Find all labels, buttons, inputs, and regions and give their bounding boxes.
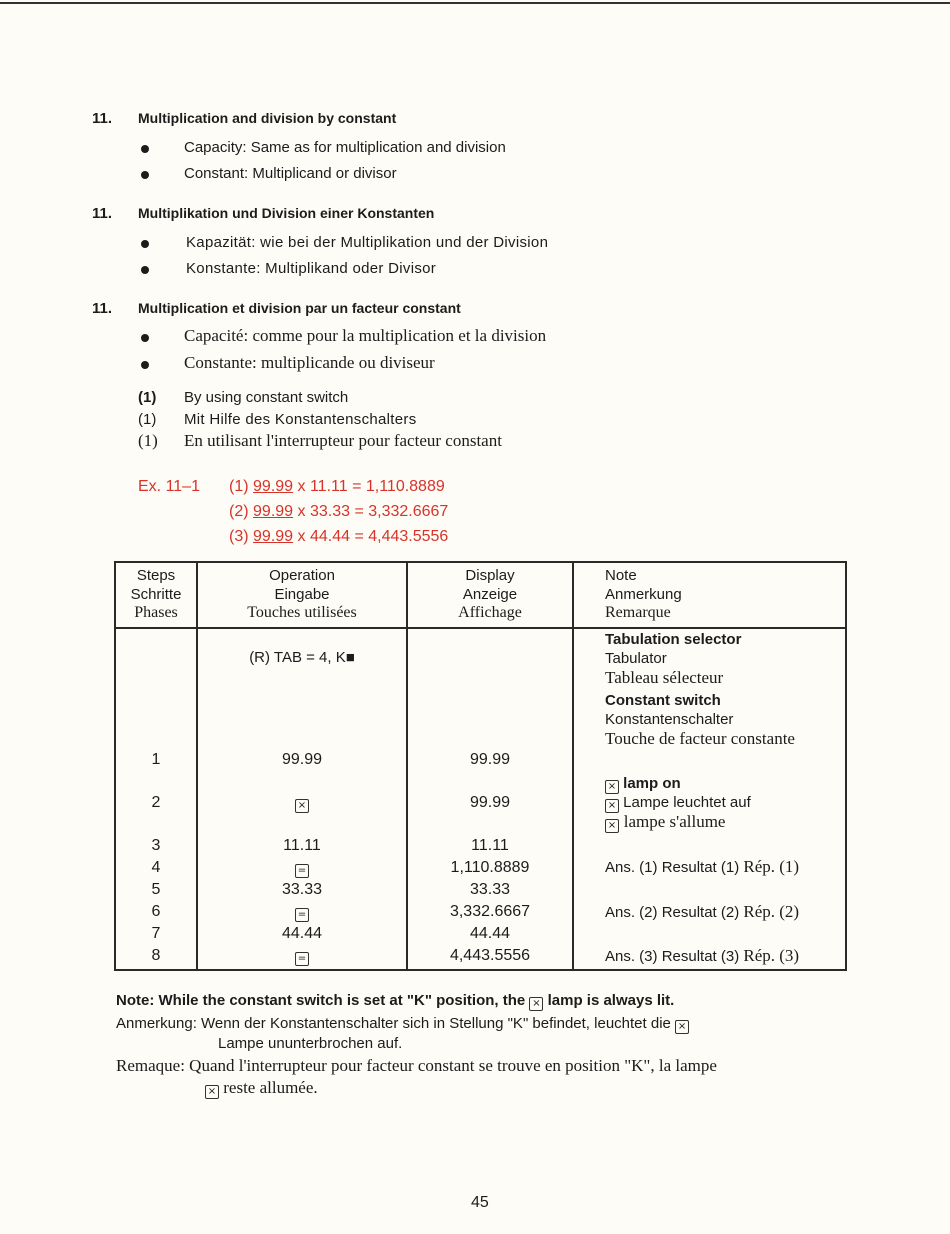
operation-key	[198, 859, 406, 878]
example-constant: 99.99	[253, 478, 294, 495]
answer-fr: Rép. (2)	[743, 902, 800, 921]
mode-setting: (R) TAB = 4, K■	[249, 649, 355, 666]
bullet-icon	[141, 240, 149, 248]
method-de: Mit Hilfe des Konstantenschalters	[184, 411, 417, 428]
display-value: 99.99	[469, 794, 511, 811]
step-number: 3	[151, 837, 161, 854]
multiply-key-icon: ×	[605, 799, 619, 813]
header-text: Steps	[136, 567, 176, 584]
example-constant: 99.99	[253, 503, 294, 520]
answer-fr: Rép. (1)	[743, 857, 800, 876]
display-value: 44.44	[469, 925, 511, 942]
multiply-key-icon: ×	[205, 1085, 219, 1099]
example-equation: x 44.44 = 4,443.5556	[297, 528, 449, 545]
operation-table	[114, 561, 847, 971]
section-title-de: Multiplikation und Division einer Konstanten	[138, 205, 435, 221]
bullet-text: Constante: multiplicande ou diviseur	[184, 353, 435, 372]
example-label: Ex. 11–1	[138, 478, 200, 495]
page-number: 45	[471, 1194, 489, 1211]
example-number: (1)	[229, 478, 249, 495]
method-number: (1)	[138, 389, 157, 406]
note-fr: Remaque: Quand l'interrupteur pour facteur constant se trouve en position "K", la lampe	[116, 1056, 717, 1075]
note-de-text: Anmerkung: Wenn der Konstantenschalter sich in Stellung "K" befindet, leuchtet die	[116, 1015, 671, 1032]
equals-key-icon: =	[295, 864, 309, 878]
multiply-key-icon: ×	[675, 1020, 689, 1034]
bullet-text: Konstante: Multiplikand oder Divisor	[186, 260, 437, 277]
bullet-icon	[141, 266, 149, 274]
bullet-text: Constant: Multiplicand or divisor	[184, 165, 397, 182]
display-value: 99.99	[469, 751, 511, 768]
multiply-key-icon: ×	[529, 997, 543, 1011]
method-fr: En utilisant l'interrupteur pour facteur constant	[184, 431, 502, 450]
equals-key-icon: =	[295, 908, 309, 922]
note-tabulation: Tabulation selector	[605, 631, 742, 648]
note-fr-cont	[205, 1078, 318, 1099]
step-number: 5	[151, 881, 161, 898]
table-body-row	[115, 628, 846, 970]
answer-de: Resultat (2)	[661, 904, 740, 921]
answer-en: Ans. (1)	[605, 859, 658, 876]
display-value: 11.11	[471, 837, 509, 854]
step-number: 7	[151, 925, 161, 942]
bullet-icon	[141, 334, 149, 342]
header-steps	[115, 562, 197, 628]
bullet-text: Kapazität: wie bei der Multiplikation und der Division	[186, 234, 549, 251]
section-title-en: Multiplication and division by constant	[138, 110, 397, 126]
answer-en: Ans. (2)	[605, 904, 658, 921]
note-constant-switch: Touche de facteur constante	[605, 729, 795, 748]
header-text: Touches utilisées	[247, 604, 357, 621]
header-text: Display	[465, 567, 515, 584]
multiply-key-icon: ×	[605, 780, 619, 794]
note-en-text: lamp is always lit.	[547, 992, 675, 1009]
answer-fr: Rép. (3)	[743, 946, 800, 965]
header-text: Affichage	[458, 604, 522, 621]
header-display	[407, 562, 573, 628]
steps-column	[115, 628, 197, 970]
note-en	[116, 992, 674, 1011]
bullet-text: Capacité: comme pour la multiplication et la division	[184, 326, 547, 345]
note-lamp-text: lamp on	[623, 775, 681, 792]
section-number-de: 11.	[92, 205, 113, 222]
example-equation: x 11.11 = 1,110.8889	[297, 478, 445, 495]
note-en-text: Note: While the constant switch is set at "K" position, the	[116, 992, 526, 1009]
example-number: (3)	[229, 528, 249, 545]
answer-en: Ans. (3)	[605, 948, 658, 965]
table-header-row	[115, 562, 846, 628]
display-value: 1,110.8889	[450, 859, 530, 876]
header-text: Anzeige	[462, 586, 518, 603]
example-constant: 99.99	[253, 528, 294, 545]
header-text: Remarque	[605, 604, 671, 621]
display-value: 33.33	[469, 881, 511, 898]
method-en: By using constant switch	[184, 389, 349, 406]
header-text: Schritte	[130, 586, 182, 603]
note-answer	[605, 857, 799, 877]
method-number: (1)	[138, 431, 158, 450]
method-number: (1)	[138, 411, 157, 428]
note-tabulation: Tableau sélecteur	[605, 668, 724, 687]
example-number: (2)	[229, 503, 249, 520]
section-number-en: 11.	[92, 110, 113, 127]
display-value: 4,443.5556	[449, 947, 531, 964]
step-number: 2	[151, 794, 161, 811]
operation-entry: 11.11	[283, 837, 321, 854]
bullet-text: Capacity: Same as for multiplication and division	[184, 139, 506, 156]
display-column	[407, 628, 573, 970]
note-lamp-en	[605, 775, 681, 794]
note-lamp-text: lampe s'allume	[623, 812, 726, 831]
header-text: Operation	[269, 567, 335, 584]
equals-key-icon: =	[295, 952, 309, 966]
multiply-key-icon: ×	[295, 799, 309, 813]
note-answer	[605, 902, 799, 922]
bullet-icon	[141, 361, 149, 369]
step-number: 8	[151, 947, 161, 964]
operation-key	[198, 903, 406, 922]
note-fr-text: reste allumée.	[223, 1078, 318, 1097]
header-note	[573, 562, 846, 628]
example-line-3	[229, 528, 448, 546]
header-operation	[197, 562, 407, 628]
operation-column	[197, 628, 407, 970]
note-lamp-text: Lampe leuchtet auf	[623, 794, 751, 811]
step-number: 1	[151, 751, 161, 768]
note-answer	[605, 946, 799, 966]
example-equation: x 33.33 = 3,332.6667	[297, 503, 449, 520]
example-line-1	[229, 478, 445, 496]
multiply-key-icon: ×	[605, 819, 619, 833]
bullet-icon	[141, 145, 149, 153]
bullet-icon	[141, 171, 149, 179]
header-text: Anmerkung	[605, 586, 682, 603]
operation-entry: 33.33	[281, 881, 323, 898]
operation-key	[198, 947, 406, 966]
step-number: 4	[151, 859, 161, 876]
note-tabulation: Tabulator	[605, 650, 667, 667]
note-de-cont: Lampe ununterbrochen auf.	[218, 1035, 403, 1052]
header-text: Note	[605, 567, 637, 584]
header-text: Phases	[134, 604, 178, 621]
note-column	[573, 628, 846, 970]
header-text: Eingabe	[274, 586, 330, 603]
operation-entry: 44.44	[281, 925, 323, 942]
step-number: 6	[151, 903, 161, 920]
operation-key	[198, 794, 406, 813]
section-number-fr: 11.	[92, 300, 113, 317]
top-rule	[0, 2, 950, 4]
answer-de: Resultat (3)	[661, 948, 740, 965]
note-lamp-fr	[605, 812, 725, 833]
note-constant-switch: Konstantenschalter	[605, 711, 734, 728]
note-de	[116, 1015, 689, 1034]
answer-de: Resultat (1)	[661, 859, 740, 876]
example-line-2	[229, 503, 448, 521]
note-constant-switch: Constant switch	[605, 692, 721, 709]
operation-entry: 99.99	[281, 751, 323, 768]
note-lamp-de	[605, 794, 751, 813]
display-value: 3,332.6667	[449, 903, 531, 920]
section-title-fr: Multiplication et division par un facteur constant	[138, 300, 461, 316]
